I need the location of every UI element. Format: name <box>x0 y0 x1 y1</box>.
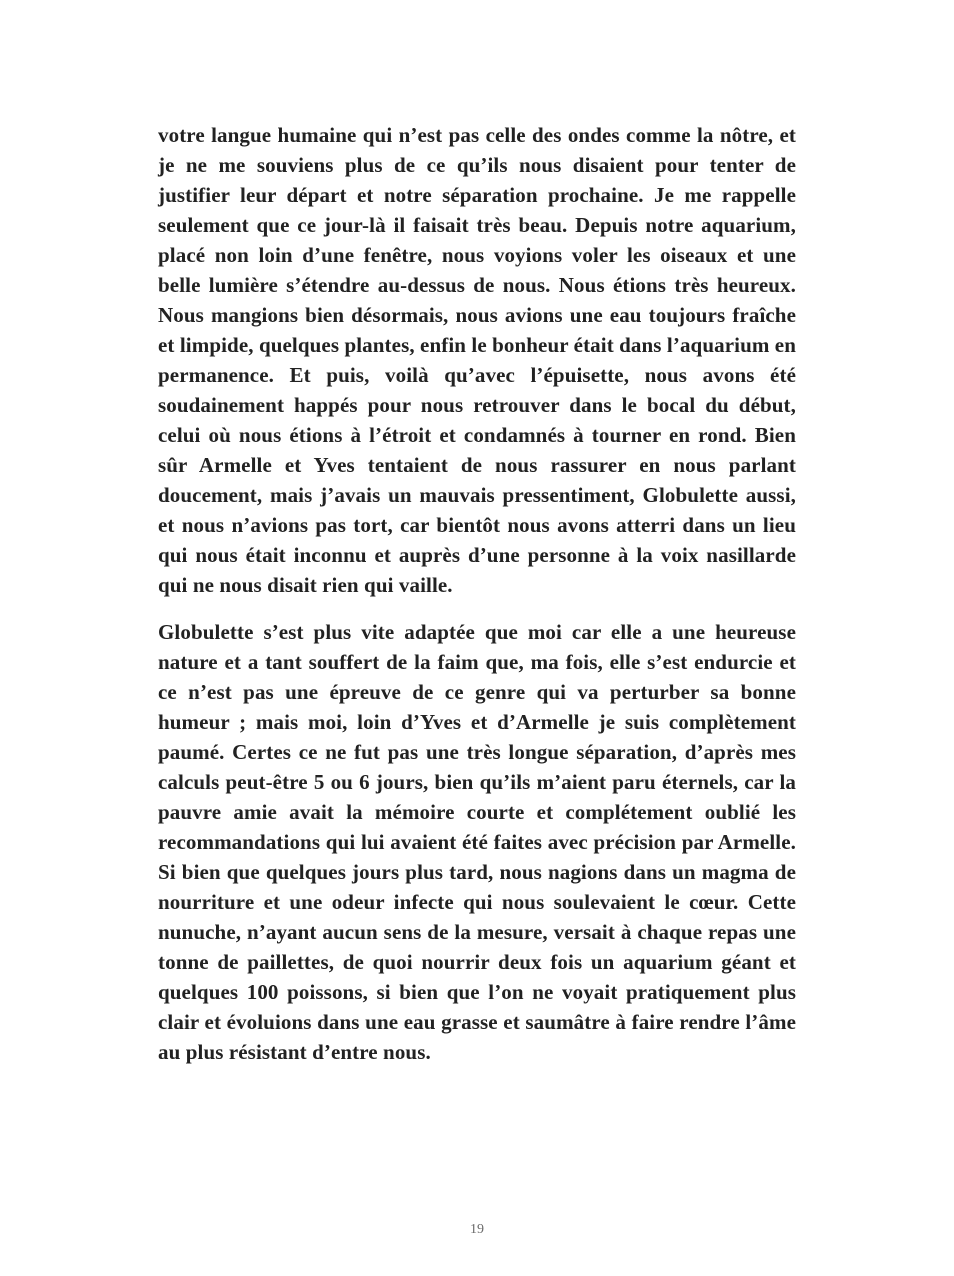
paragraph-1: votre langue humaine qui n’est pas celle des ondes comme la nôtre, et je ne me souviens plus de ce qu’ils nous disaient pour tenter de justifier leur départ et notre séparation prochaine. Je me rappelle seulement que ce jour-là il faisait très beau. Depuis notre aquarium, placé non loin d’une fenêtre, nous voyions voler les oiseaux et une belle lumière s’étendre au-dessus de nous. Nous étions très heureux. Nous mangions bien désormais, nous avions une eau toujours fraîche et limpide, quelques plantes, enfin le bonheur était dans l’aquarium en permanence. Et puis, voilà qu’avec l’épuisette, nous avons été soudainement happés pour nous retrouver dans le bocal du début, celui où nous étions à l’étroit et condamnés à tourner en rond. Bien sûr Armelle et Yves tentaient de nous rassurer en nous parlant doucement, mais j’avais un mauvais pressentiment, Globulette aussi, et nous n’avions pas tort, car bientôt nous avons atterri dans un lieu qui nous était inconnu et auprès d’une personne à la voix nasillarde qui ne nous disait rien qui vaille. <box>158 123 796 597</box>
paragraph-2: Globulette s’est plus vite adaptée que moi car elle a une heureuse nature et a tant souffert de la faim que, ma fois, elle s’est endurcie et ce n’est pas une épreuve de ce genre qui va perturber sa bonne humeur ; mais moi, loin d’Yves et d’Armelle je suis complètement paumé. Certes ce ne fut pas une très longue séparation, d’après mes calculs peut-être 5 ou 6 jours, bien qu’ils m’aient paru éternels, car la pauvre amie avait la mémoire courte et complétement oublié les recommandations qui lui avaient été faites avec précision par Armelle. Si bien que quelques jours plus tard, nous nagions dans un magma de nourriture et une odeur infecte qui nous soulevaient le cœur. Cette nunuche, n’ayant aucun sens de la mesure, versait à chaque repas une tonne de paillettes, de quoi nourrir deux fois un aquarium géant et quelques 100 poissons, si bien que l’on ne voyait pratiquement plus clair et évoluions dans une eau grasse et saumâtre à faire rendre l’âme au plus résistant d’entre nous. <box>158 620 796 1064</box>
body-text <box>158 120 796 1067</box>
page-number: 19 <box>470 1222 484 1237</box>
